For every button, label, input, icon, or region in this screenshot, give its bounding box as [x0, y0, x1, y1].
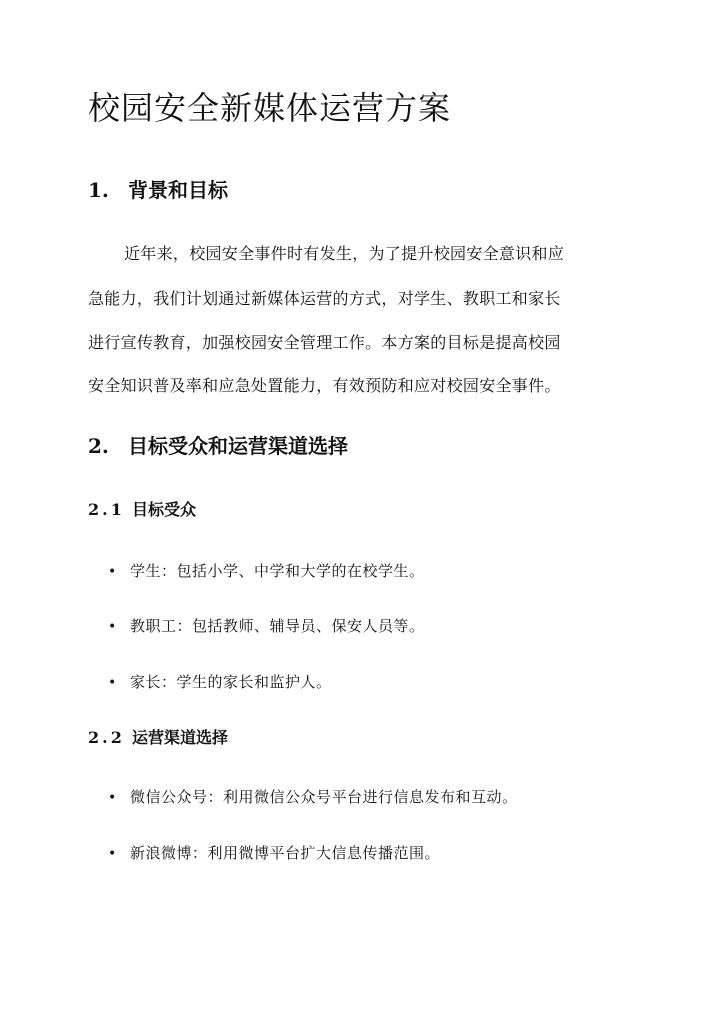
bullet-icon: •	[108, 790, 117, 806]
section-2-heading	[88, 432, 348, 460]
section-2-number: 2.	[88, 434, 109, 458]
section-2-title: 目标受众和运营渠道选择	[128, 434, 348, 458]
paragraph-line: 近年来，校园安全事件时有发生，为了提升校园安全意识和应	[124, 244, 565, 263]
bullet-icon: •	[108, 846, 117, 862]
list-item-text: 教职工：包括教师、辅导员、保安人员等。	[130, 617, 425, 635]
section-1-number: 1.	[88, 178, 109, 202]
list-item	[108, 842, 440, 865]
list-item-text: 学生：包括小学、中学和大学的在校学生。	[130, 562, 425, 580]
subsection-2-1-number: 2.1	[88, 500, 125, 519]
document-title: 校园安全新媒体运营方案	[88, 89, 452, 127]
bullet-icon: •	[108, 619, 117, 635]
subsection-2-1-heading	[88, 498, 196, 522]
bullet-icon: •	[108, 564, 117, 580]
section-1-heading	[88, 176, 228, 204]
list-item	[108, 560, 425, 583]
section-1-title: 背景和目标	[128, 178, 228, 202]
subsection-2-2-number: 2.2	[88, 728, 125, 747]
list-item	[108, 786, 518, 809]
list-item-text: 新浪微博：利用微博平台扩大信息传播范围。	[130, 844, 441, 862]
list-item-text: 微信公众号：利用微信公众号平台进行信息发布和互动。	[130, 788, 518, 806]
paragraph-line: 急能力，我们计划通过新媒体运营的方式，对学生、教职工和家长	[88, 289, 561, 308]
subsection-2-1-title: 目标受众	[132, 500, 197, 519]
subsection-2-2-title: 运营渠道选择	[132, 728, 229, 747]
list-item	[108, 671, 332, 694]
subsection-2-2-heading	[88, 726, 228, 750]
list-item-text: 家长：学生的家长和监护人。	[130, 673, 332, 691]
paragraph-line: 安全知识普及率和应急处置能力，有效预防和应对校园安全事件。	[88, 376, 561, 395]
list-item	[108, 615, 425, 638]
bullet-icon: •	[108, 675, 117, 691]
paragraph-line: 进行宣传教育，加强校园安全管理工作。本方案的目标是提高校园	[88, 333, 561, 352]
